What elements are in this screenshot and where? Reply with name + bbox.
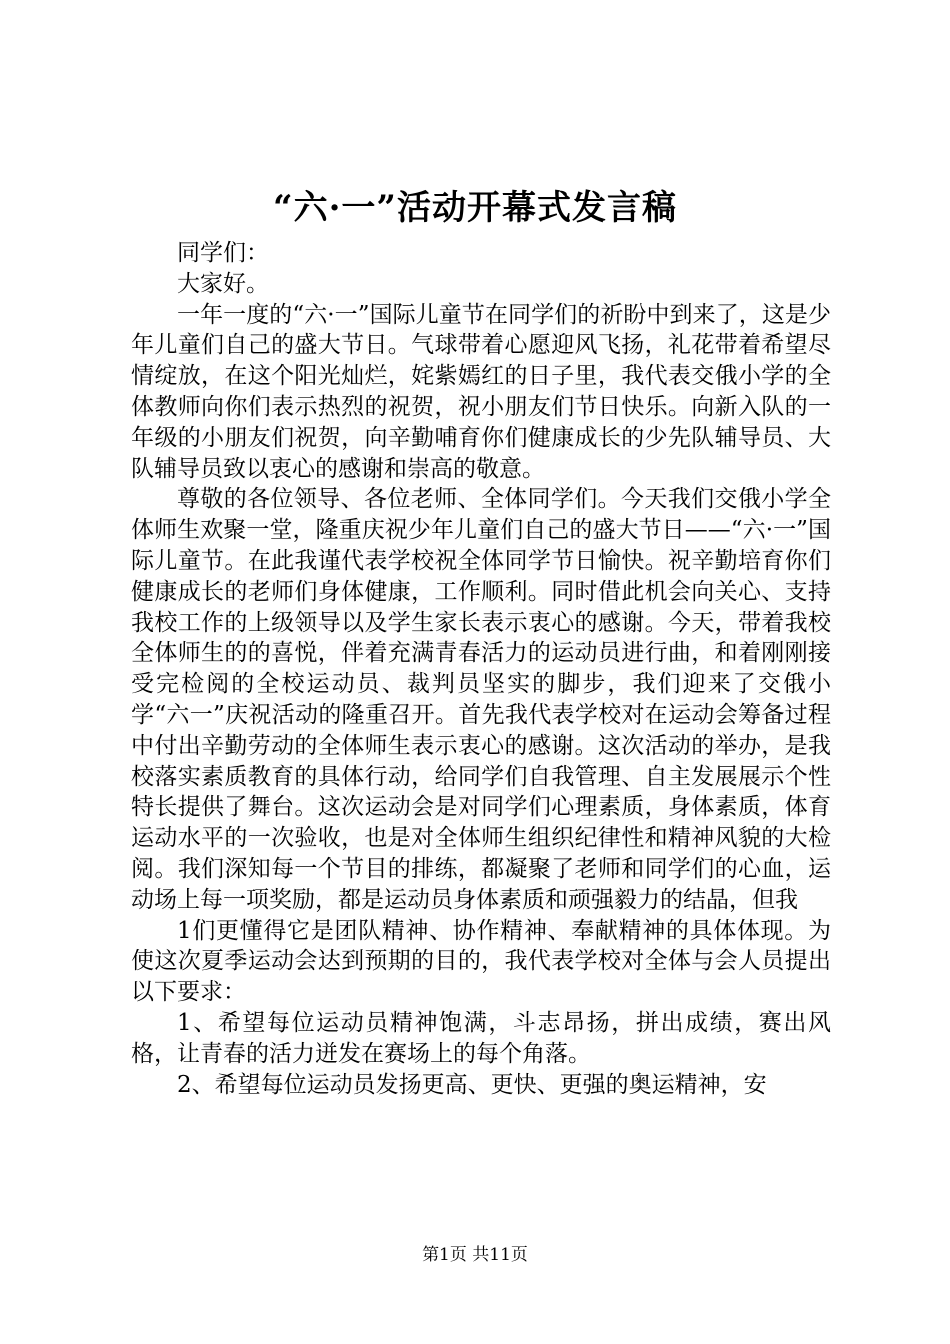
salutation: 同学们： [177, 240, 269, 266]
body-paragraph: 一年一度的“六·一”国际儿童节在同学们的祈盼中到来了，这是少年儿童们自己的盛大节日。气球带着心愿迎风飞扬，礼花带着希望尽情绽放，在这个阳光灿烂，姹紫嫣红的日子里，我代表交俄小学的全体教师向你们表示热烈的祝贺，祝小朋友们节日快乐。向新入队的一年级的小朋友们祝贺，向辛勤哺育你们健康成长的少先队辅导员、大队辅导员致以衷心的感谢和崇高的敬意。 [131, 301, 831, 482]
body-paragraph: 尊敬的各位领导、各位老师、全体同学们。今天我们交俄小学全体师生欢聚一堂，隆重庆祝少年儿童们自己的盛大节日——“六·一”国际儿童节。在此我谨代表学校祝全体同学节日愉快。祝辛勤培育你们健康成长的老师们身体健康，工作顺利。同时借此机会向关心、支持我校工作的上级领导以及学生家长表示衷心的感谢。今天，带着我校全体师生的的喜悦，伴着充满青春活力的运动员进行曲，和着刚刚接受完检阅的全校运动员、裁判员坚实的脚步，我们迎来了交俄小学“六一”庆祝活动的隆重召开。首先我代表学校对在运动会筹备过程中付出辛勤劳动的全体师生表示衷心的感谢。这次活动的举办，是我校落实素质教育的具体行动，给同学们自我管理、自主发展展示个性特长提供了舞台。这次运动会是对同学们心理素质，身体素质，体育运动水平的一次验收，也是对全体师生组织纪律性和精神风貌的大检阅。我们深知每一个节目的排练，都凝聚了老师和同学们的心血，运动场上每一项奖励，都是运动员身体素质和顽强毅力的结晶，但我 [131, 486, 831, 913]
greeting: 大家好。 [177, 270, 269, 297]
page-footer: 第1页 共11页 [422, 1245, 528, 1265]
document-body [131, 238, 831, 1100]
body-paragraph: 1们更懂得它是团队精神、协作精神、奉献精神的具体体现。为使这次夏季运动会达到预期的目的，我代表学校对全体与会人员提出以下要求： [131, 917, 831, 1006]
requirement-item: 1、希望每位运动员精神饱满，斗志昂扬，拼出成绩，赛出风格，让青春的活力迸发在赛场上的每个角落。 [131, 1009, 831, 1067]
requirement-item: 2、希望每位运动员发扬更高、更快、更强的奥运精神，安 [177, 1071, 767, 1098]
document-title: “六·一”活动开幕式发言稿 [273, 188, 677, 228]
